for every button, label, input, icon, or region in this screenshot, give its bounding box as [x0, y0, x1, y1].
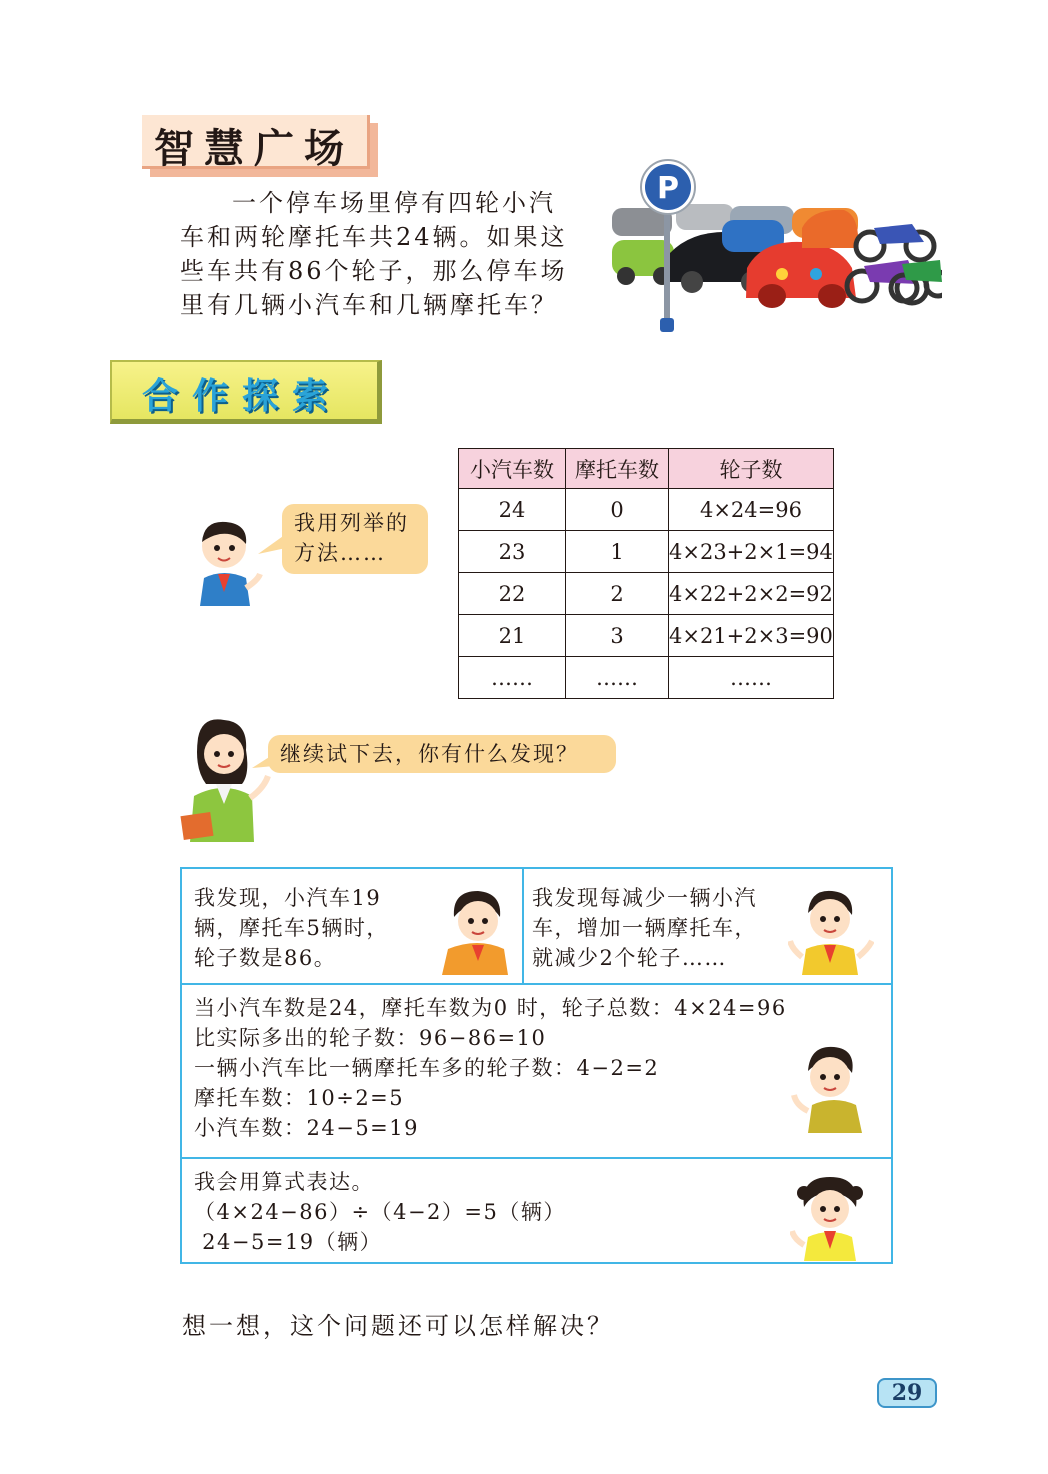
formula-line: （4×24−86）÷（4−2）=5（辆） [194, 1200, 566, 1224]
problem-line: 车和两轮摩托车共24辆。如果这 [180, 223, 568, 251]
teacher-avatar [180, 718, 276, 844]
table-header-row [459, 449, 834, 489]
discovery-left-text [194, 883, 434, 973]
table-cell: 21 [459, 615, 566, 657]
table-cell: 4×24=96 [669, 489, 834, 531]
boy-avatar [790, 1043, 874, 1135]
reasoning-line: 小汽车数：24−5=19 [194, 1116, 419, 1140]
discovery-line: 我发现，小汽车19 [194, 886, 382, 910]
problem-text [180, 186, 605, 322]
table-cell: 24 [459, 489, 566, 531]
table-row [459, 615, 834, 657]
enumeration-table [458, 448, 834, 699]
column-header-wheels: 轮子数 [669, 449, 834, 489]
reasoning-line: 摩托车数：10÷2=5 [194, 1086, 405, 1110]
table-cell: …… [566, 657, 669, 699]
boy-avatar [788, 887, 874, 977]
bubble-tail [252, 752, 274, 772]
page-number: 29 [877, 1378, 937, 1408]
table-cell: 1 [566, 531, 669, 573]
discovery-line: 我发现每减少一辆小汽 [532, 886, 757, 910]
bubble-line: 我用列举的 [294, 511, 409, 535]
problem-line: 一个停车场里停有四轮小汽 [232, 189, 556, 217]
table-cell: …… [459, 657, 566, 699]
column-header-cars: 小汽车数 [459, 449, 566, 489]
table-cell: 4×22+2×2=92 [669, 573, 834, 615]
reasoning-box [180, 983, 893, 1159]
reasoning-line: 比实际多出的轮子数：96−86=10 [194, 1026, 547, 1050]
reasoning-line: 当小汽车数是24，摩托车数为0 时，轮子总数：4×24=96 [194, 996, 787, 1020]
section-title-smart-square [142, 115, 374, 173]
section-title-text: 合作探索 [142, 376, 343, 417]
parking-lot-illustration [612, 158, 942, 336]
formula-text [194, 1167, 754, 1257]
discovery-box [180, 867, 893, 985]
box-divider [522, 869, 524, 985]
discovery-right-text [532, 883, 792, 973]
problem-line: 里有几辆小汽车和几辆摩托车？ [180, 291, 558, 319]
discovery-line: 轮子数是86。 [194, 946, 337, 970]
column-header-motorcycles: 摩托车数 [566, 449, 669, 489]
boy-speech-bubble [282, 504, 428, 574]
table-cell: 22 [459, 573, 566, 615]
section-title-text: 智慧广场 [154, 126, 354, 172]
bubble-line: 方法…… [294, 541, 386, 565]
formula-line: 24−5=19（辆） [194, 1230, 383, 1254]
table-cell: 23 [459, 531, 566, 573]
table-cell: 2 [566, 573, 669, 615]
problem-line: 些车共有86个轮子，那么停车场 [180, 257, 568, 285]
formula-box [180, 1157, 893, 1264]
reasoning-line: 一辆小汽车比一辆摩托车多的轮子数：4−2=2 [194, 1056, 660, 1080]
table-cell: …… [669, 657, 834, 699]
discovery-line: 辆，摩托车5辆时， [194, 916, 389, 940]
table-cell: 4×23+2×1=94 [669, 531, 834, 573]
table-cell: 0 [566, 489, 669, 531]
cars-illustration [612, 204, 942, 308]
table-cell: 3 [566, 615, 669, 657]
formula-line: 我会用算式表达。 [194, 1170, 374, 1194]
girl-avatar [438, 887, 516, 977]
table-cell: 4×21+2×3=90 [669, 615, 834, 657]
parking-sign-letter: P [657, 171, 679, 206]
table-row [459, 489, 834, 531]
bubble-tail [258, 530, 286, 558]
think-question: 想一想，这个问题还可以怎样解决？ [182, 1312, 614, 1340]
girl-avatar [790, 1173, 872, 1261]
table-row [459, 657, 834, 699]
discovery-line: 车，增加一辆摩托车， [532, 916, 757, 940]
reasoning-text [194, 993, 814, 1143]
section-title-cooperative-exploration [110, 360, 388, 430]
discovery-line: 就减少2个轮子…… [532, 946, 727, 970]
table-row [459, 531, 834, 573]
teacher-speech-bubble: 继续试下去，你有什么发现？ [268, 735, 616, 773]
table-row [459, 573, 834, 615]
